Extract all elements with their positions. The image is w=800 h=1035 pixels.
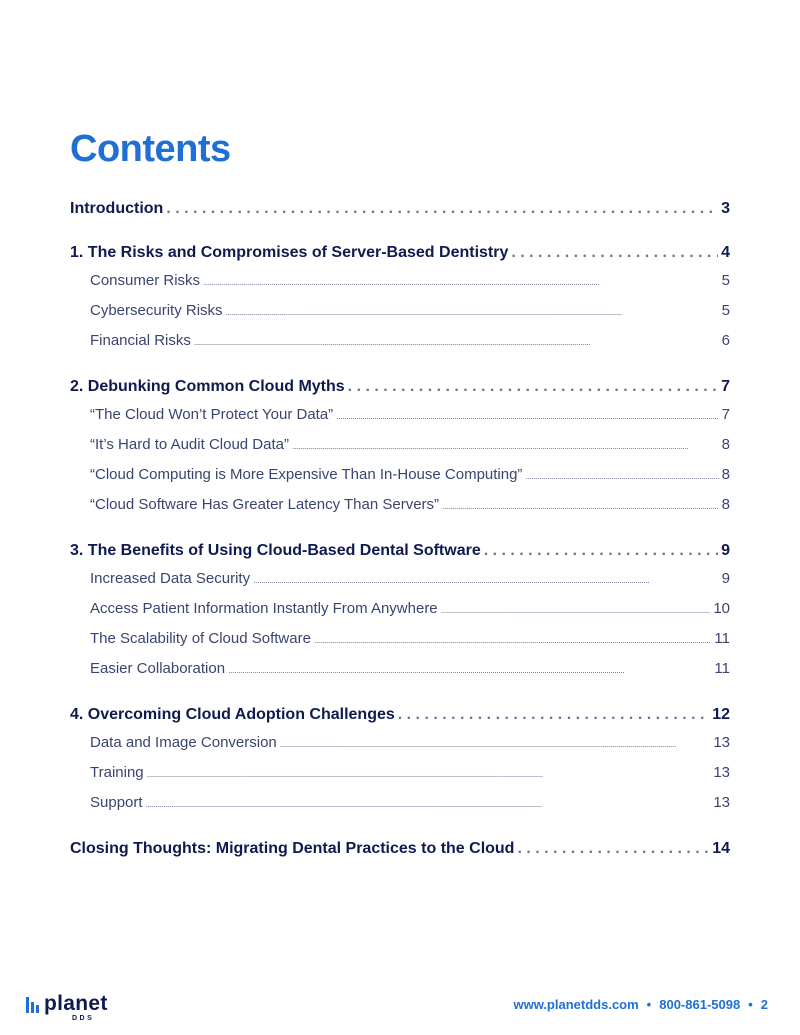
dot-leader — [226, 307, 719, 317]
logo-subtext: DDS — [72, 1015, 95, 1022]
dot-leader — [441, 605, 711, 615]
footer-separator: • — [748, 997, 753, 1012]
toc-entry-page: 3 — [721, 200, 730, 217]
toc-subsection[interactable] — [70, 466, 730, 496]
dot-leader — [147, 769, 711, 779]
dot-leader — [348, 378, 718, 396]
toc-entry-label: Training — [90, 764, 144, 781]
dot-leader — [511, 244, 718, 262]
dot-leader — [203, 277, 719, 287]
dot-leader — [228, 665, 711, 675]
toc-section[interactable] — [70, 542, 730, 570]
toc-subsection[interactable] — [70, 436, 730, 466]
toc-entry-label: Data and Image Conversion — [90, 734, 277, 751]
toc-entry-page: 7 — [721, 406, 730, 423]
dot-leader — [525, 471, 718, 481]
toc-entry-page: 13 — [713, 734, 730, 751]
table-of-contents — [70, 200, 730, 868]
dot-leader — [292, 441, 719, 451]
toc-entry-label: 2. Debunking Common Cloud Myths — [70, 378, 345, 395]
toc-entry-label: Financial Risks — [90, 332, 191, 349]
footer-phone[interactable]: 800-861-5098 — [659, 997, 741, 1012]
dot-leader — [442, 501, 719, 511]
toc-section[interactable] — [70, 200, 730, 228]
dot-leader — [314, 635, 711, 645]
dot-leader — [253, 575, 719, 585]
dot-leader — [280, 739, 711, 749]
toc-entry-label: Introduction — [70, 200, 164, 217]
toc-entry-page: 6 — [721, 332, 730, 349]
toc-subsection[interactable] — [70, 630, 730, 660]
logo-wordmark: planet — [44, 992, 108, 1015]
toc-entry-label: “Cloud Software Has Greater Latency Than Servers” — [90, 496, 440, 513]
toc-subsection[interactable] — [70, 272, 730, 302]
toc-section[interactable] — [70, 378, 730, 406]
toc-entry-label: “The Cloud Won’t Protect Your Data” — [90, 406, 334, 423]
toc-entry-page: 9 — [721, 570, 730, 587]
toc-entry-label: “It’s Hard to Audit Cloud Data” — [90, 436, 289, 453]
footer-page-number: 2 — [760, 997, 768, 1012]
toc-entry-label: “Cloud Computing is More Expensive Than In-House Computing” — [90, 466, 523, 483]
planet-dds-logo — [26, 994, 108, 1023]
toc-section[interactable] — [70, 244, 730, 272]
toc-entry-label: 4. Overcoming Cloud Adoption Challenges — [70, 706, 395, 723]
toc-entry-label: Closing Thoughts: Migrating Dental Practices to the Cloud — [70, 840, 515, 857]
toc-entry-page: 14 — [712, 840, 730, 857]
toc-subsection[interactable] — [70, 302, 730, 332]
toc-entry-label: Consumer Risks — [90, 272, 201, 289]
toc-entry-page: 8 — [721, 466, 730, 483]
toc-entry-page: 11 — [714, 660, 730, 677]
toc-entry-page: 4 — [721, 244, 730, 261]
logo-bars-icon — [26, 997, 39, 1013]
toc-entry-label: 1. The Risks and Compromises of Server-Based Dentistry — [70, 244, 509, 261]
toc-section[interactable] — [70, 706, 730, 734]
toc-entry-page: 13 — [713, 794, 730, 811]
toc-entry-page: 7 — [721, 378, 730, 395]
toc-subsection[interactable] — [70, 794, 730, 824]
toc-entry-page: 13 — [713, 764, 730, 781]
dot-leader — [194, 337, 719, 347]
toc-subsection[interactable] — [70, 332, 730, 362]
toc-subsection[interactable] — [70, 496, 730, 526]
toc-subsection[interactable] — [70, 600, 730, 630]
toc-subsection[interactable] — [70, 734, 730, 764]
dot-leader — [398, 706, 709, 724]
toc-subsection[interactable] — [70, 660, 730, 690]
footer-info — [513, 997, 768, 1012]
page-title: Contents — [70, 128, 231, 170]
dot-leader — [484, 542, 718, 560]
toc-entry-page: 11 — [714, 630, 730, 647]
toc-entry-label: Increased Data Security — [90, 570, 251, 587]
toc-subsection[interactable] — [70, 406, 730, 436]
footer-website[interactable]: www.planetdds.com — [513, 997, 639, 1012]
dot-leader — [517, 840, 709, 858]
dot-leader — [166, 200, 718, 218]
toc-entry-label: Easier Collaboration — [90, 660, 226, 677]
toc-entry-label: Access Patient Information Instantly From Anywhere — [90, 600, 438, 617]
toc-entry-label: Support — [90, 794, 143, 811]
toc-subsection[interactable] — [70, 764, 730, 794]
toc-entry-page: 9 — [721, 542, 730, 559]
toc-entry-page: 8 — [721, 496, 730, 513]
toc-entry-page: 5 — [721, 302, 730, 319]
toc-entry-label: Cybersecurity Risks — [90, 302, 223, 319]
toc-entry-page: 8 — [721, 436, 730, 453]
footer-separator: • — [646, 997, 652, 1012]
dot-leader — [336, 411, 718, 421]
toc-subsection[interactable] — [70, 570, 730, 600]
toc-entry-page: 12 — [712, 706, 730, 723]
toc-entry-label: The Scalability of Cloud Software — [90, 630, 311, 647]
toc-entry-page: 10 — [713, 600, 730, 617]
toc-entry-label: 3. The Benefits of Using Cloud-Based Dental Software — [70, 542, 481, 559]
dot-leader — [146, 799, 711, 809]
toc-section[interactable] — [70, 840, 730, 868]
toc-entry-page: 5 — [721, 272, 730, 289]
